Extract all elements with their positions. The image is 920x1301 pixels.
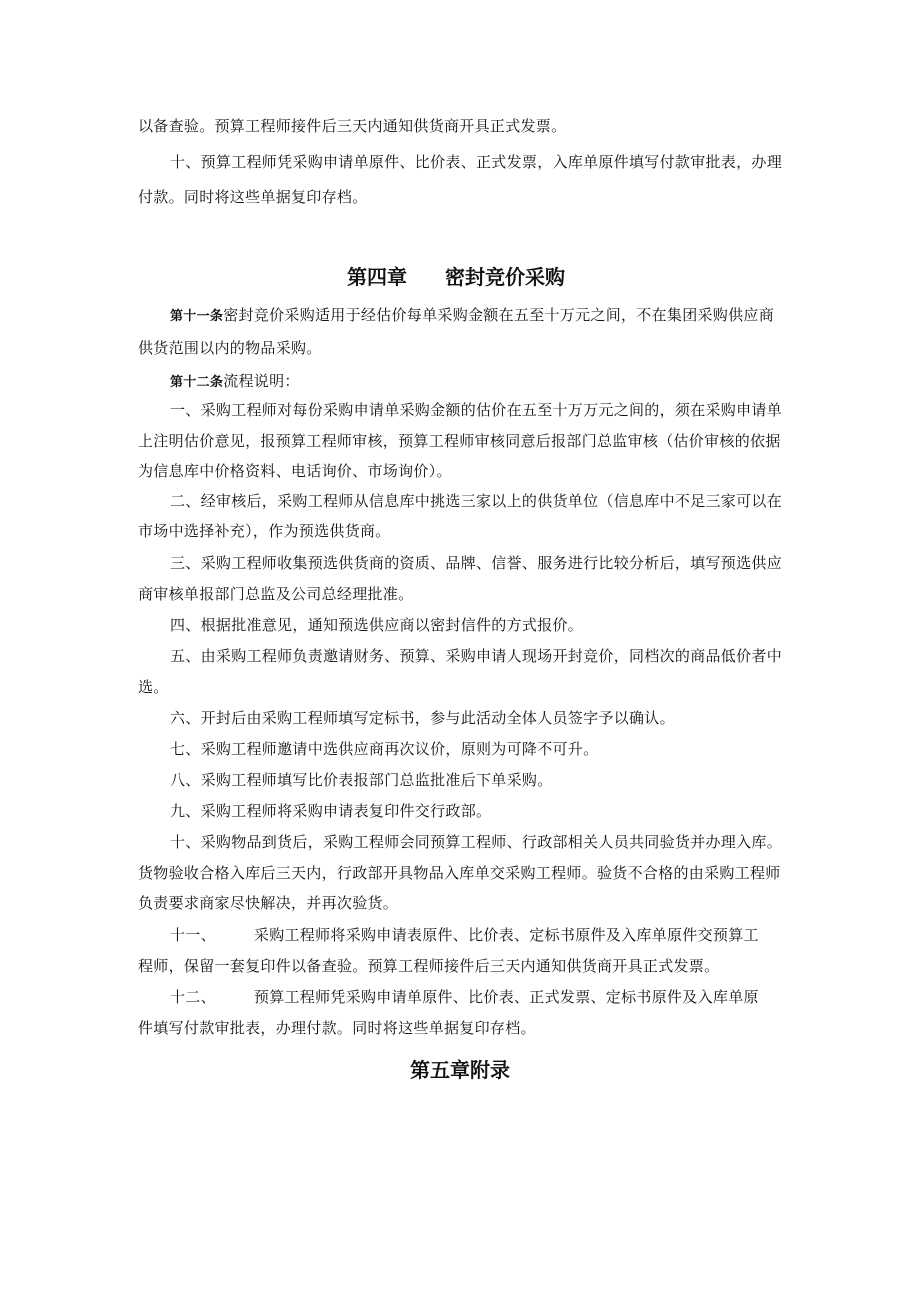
paragraph-line: 二、经审核后，采购工程师从信息库中挑选三家以上的供货单位（信息库中不足三家可以在 — [170, 492, 783, 510]
paragraph-line: 为信息库中价格资料、电话询价、市场询价）。 — [138, 462, 452, 480]
paragraph-line: 负责要求商家尽快解决，并再次验货。 — [138, 894, 399, 912]
paragraph-line: 件填写付款审批表，办理付款。同时将这些单据复印存档。 — [138, 1019, 536, 1037]
paragraph-line: 货物验收合格入库后三天内，行政部开具物品入库单交采购工程师。验货不合格的由采购工程师 — [138, 864, 781, 882]
item-11-number: 十一、 — [170, 926, 216, 944]
item-12-line: 十二、 预算工程师凭采购申请单原件、比价表、正式发票、定标书原件及入库单原 — [170, 988, 759, 1006]
article-12-line: 第十二条流程说明： — [170, 372, 300, 390]
paragraph-line: 五、由采购工程师负责邀请财务、预算、采购申请人现场开封竞价，同档次的商品低价者中 — [170, 647, 783, 665]
paragraph-line: 程师，保留一套复印件以备查验。预算工程师接件后三天内通知供货商开具正式发票。 — [138, 957, 720, 975]
article-11-label: 第十一条 — [170, 309, 224, 324]
paragraph-line: 付款。同时将这些单据复印存档。 — [138, 188, 368, 206]
paragraph-line: 八、采购工程师填写比价表报部门总监批准后下单采购。 — [170, 771, 553, 789]
chapter-4-number: 第四章 — [347, 265, 407, 289]
paragraph-line: 供货范围以内的物品采购。 — [138, 339, 322, 357]
paragraph-line: 一、采购工程师对每份采购申请单采购金额的估价在五至十万万元之间的，须在采购申请单 — [170, 401, 783, 419]
article-12-label: 第十二条 — [170, 375, 224, 390]
paragraph-line: 七、采购工程师邀请中选供应商再次议价，原则为可降不可升。 — [170, 740, 599, 758]
article-11-line: 第十一条密封竞价采购适用于经估价每单采购金额在五至十万元之间，不在集团采购供应商 — [170, 306, 775, 324]
paragraph-line: 四、根据批准意见，通知预选供应商以密封信件的方式报价。 — [170, 616, 584, 634]
paragraph-line: 六、开封后由采购工程师填写定标书，参与此活动全体人员签字予以确认。 — [170, 709, 675, 727]
paragraph-line: 上注明估价意见，报预算工程师审核，预算工程师审核同意后报部门总监审核（估价审核的依据 — [138, 432, 781, 450]
paragraph-line: 九、采购工程师将采购申请表复印件交行政部。 — [170, 802, 492, 820]
chapter-4-heading — [347, 261, 565, 290]
chapter-5-heading: 第五章附录 — [410, 1058, 510, 1082]
item-11-line: 十一、 采购工程师将采购申请表原件、比价表、定标书原件及入库单原件交预算工 — [170, 926, 759, 944]
chapter-4-title: 密封竞价采购 — [445, 265, 565, 289]
paragraph-line: 以备查验。预算工程师接件后三天内通知供货商开具正式发票。 — [138, 117, 567, 135]
paragraph-line: 商审核单报部门总监及公司总经理批准。 — [138, 585, 414, 603]
paragraph-line: 选。 — [138, 678, 169, 696]
paragraph-line: 十、采购物品到货后，采购工程师会同预算工程师、行政部相关人员共同验货并办理入库。 — [170, 833, 783, 851]
paragraph-line: 十、预算工程师凭采购申请单原件、比价表、正式发票，入库单原件填写付款审批表，办理 — [170, 153, 783, 171]
item-12-number: 十二、 — [170, 988, 216, 1006]
paragraph-line: 三、采购工程师收集预选供货商的资质、品牌、信誉、服务进行比较分析后，填写预选供应 — [170, 554, 783, 572]
paragraph-line: 市场中选择补充），作为预选供货商。 — [138, 522, 391, 540]
